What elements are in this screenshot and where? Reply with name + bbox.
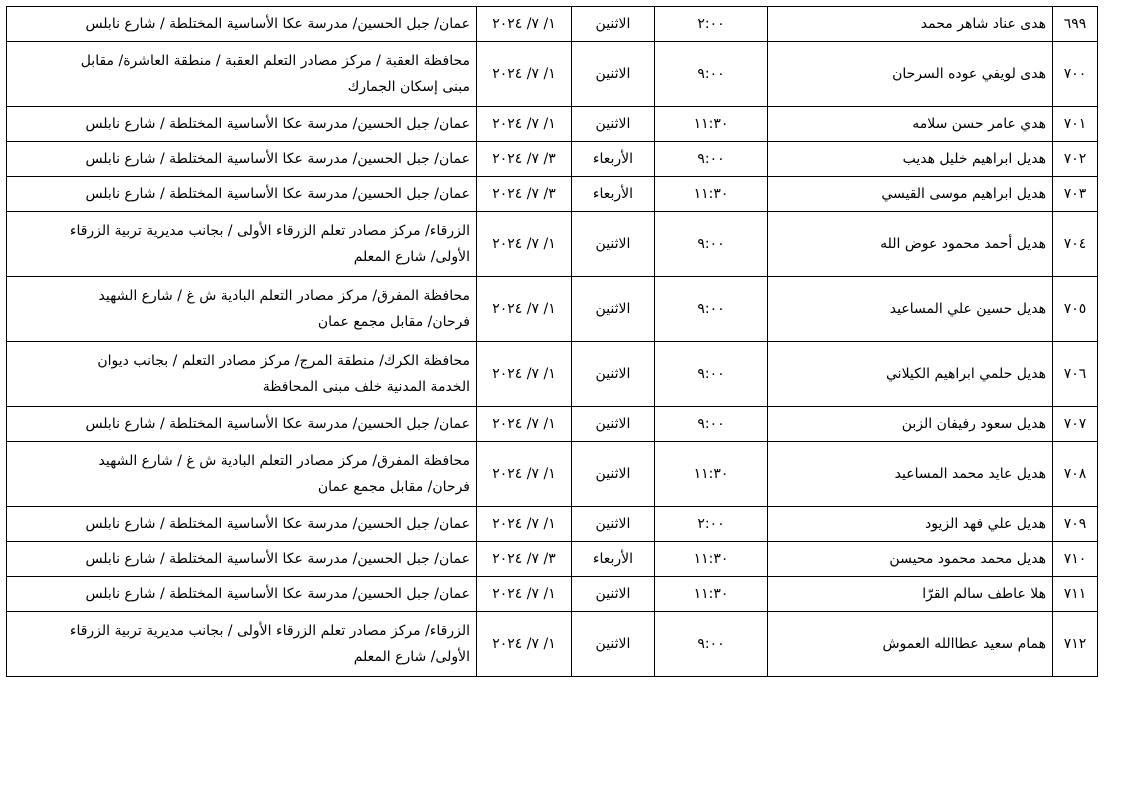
time-cell: ٩:٠٠ — [655, 212, 768, 277]
table-row — [7, 142, 1098, 177]
table-row — [7, 212, 1098, 277]
time-cell: ١١:٣٠ — [655, 577, 768, 612]
date-cell: ١/ ٧/ ٢٠٢٤ — [477, 442, 572, 507]
date-cell: ١/ ٧/ ٢٠٢٤ — [477, 577, 572, 612]
time-cell: ٩:٠٠ — [655, 612, 768, 677]
location-line: عمان/ جبل الحسين/ مدرسة عكا الأساسية المختلطة / شارع نابلس — [85, 116, 470, 132]
date-cell: ٣/ ٧/ ٢٠٢٤ — [477, 177, 572, 212]
date-cell: ١/ ٧/ ٢٠٢٤ — [477, 7, 572, 42]
location-cell — [7, 107, 477, 142]
row-number-cell: ٧١٠ — [1053, 542, 1098, 577]
schedule-sheet — [6, 6, 1097, 677]
date-cell: ١/ ٧/ ٢٠٢٤ — [477, 407, 572, 442]
location-line: محافظة المفرق/ مركز مصادر التعلم البادية ش غ / شارع الشهيد — [98, 453, 470, 469]
candidate-name-cell: هدى عناد شاهر محمد — [768, 7, 1053, 42]
location-line: محافظة الكرك/ منطقة المرج/ مركز مصادر التعلم / بجانب ديوان — [97, 353, 470, 369]
row-number-cell: ٧٠٣ — [1053, 177, 1098, 212]
candidate-name-cell: هديل محمد محمود محيسن — [768, 542, 1053, 577]
day-cell: الأربعاء — [572, 542, 655, 577]
location-cell — [7, 342, 477, 407]
location-line: مبنى إسكان الجمارك — [347, 79, 470, 95]
candidate-name-cell: هديل ابراهيم خليل هديب — [768, 142, 1053, 177]
day-cell: الاثنين — [572, 577, 655, 612]
time-cell: ١١:٣٠ — [655, 442, 768, 507]
location-cell — [7, 42, 477, 107]
table-row — [7, 442, 1098, 507]
table-row — [7, 577, 1098, 612]
candidate-name-cell: هلا عاطف سالم القرّا — [768, 577, 1053, 612]
day-cell: الاثنين — [572, 107, 655, 142]
location-cell — [7, 212, 477, 277]
location-line: عمان/ جبل الحسين/ مدرسة عكا الأساسية المختلطة / شارع نابلس — [85, 186, 470, 202]
candidate-name-cell: همام سعيد عطاالله العموش — [768, 612, 1053, 677]
location-cell — [7, 142, 477, 177]
exam-schedule-table — [6, 6, 1098, 677]
row-number-cell: ٧٠٩ — [1053, 507, 1098, 542]
candidate-name-cell: هدى لويفي عوده السرحان — [768, 42, 1053, 107]
row-number-cell: ٧٠٥ — [1053, 277, 1098, 342]
table-row — [7, 542, 1098, 577]
day-cell: الاثنين — [572, 42, 655, 107]
location-line: الزرقاء/ مركز مصادر تعلم الزرقاء الأولى / بجانب مديرية تربية الزرقاء — [69, 223, 470, 239]
location-cell — [7, 407, 477, 442]
day-cell: الأربعاء — [572, 142, 655, 177]
location-cell — [7, 442, 477, 507]
date-cell: ١/ ٧/ ٢٠٢٤ — [477, 107, 572, 142]
location-cell — [7, 277, 477, 342]
day-cell: الاثنين — [572, 277, 655, 342]
candidate-name-cell: هديل عايد محمد المساعيد — [768, 442, 1053, 507]
time-cell: ١١:٣٠ — [655, 542, 768, 577]
table-row — [7, 107, 1098, 142]
day-cell: الأربعاء — [572, 177, 655, 212]
row-number-cell: ٧٠٢ — [1053, 142, 1098, 177]
candidate-name-cell: هديل حسين علي المساعيد — [768, 277, 1053, 342]
location-cell — [7, 577, 477, 612]
location-line: عمان/ جبل الحسين/ مدرسة عكا الأساسية المختلطة / شارع نابلس — [85, 516, 470, 532]
location-cell — [7, 507, 477, 542]
date-cell: ١/ ٧/ ٢٠٢٤ — [477, 342, 572, 407]
candidate-name-cell: هديل سعود رفيفان الزبن — [768, 407, 1053, 442]
location-line: عمان/ جبل الحسين/ مدرسة عكا الأساسية المختلطة / شارع نابلس — [85, 16, 470, 32]
candidate-name-cell: هديل ابراهيم موسى القيسي — [768, 177, 1053, 212]
time-cell: ٩:٠٠ — [655, 407, 768, 442]
location-line: فرحان/ مقابل مجمع عمان — [317, 314, 470, 330]
location-line: الأولى/ شارع المعلم — [353, 249, 470, 265]
date-cell: ٣/ ٧/ ٢٠٢٤ — [477, 542, 572, 577]
date-cell: ١/ ٧/ ٢٠٢٤ — [477, 612, 572, 677]
location-line: عمان/ جبل الحسين/ مدرسة عكا الأساسية المختلطة / شارع نابلس — [85, 416, 470, 432]
day-cell: الاثنين — [572, 7, 655, 42]
location-line: عمان/ جبل الحسين/ مدرسة عكا الأساسية المختلطة / شارع نابلس — [85, 586, 470, 602]
location-line: محافظة المفرق/ مركز مصادر التعلم البادية ش غ / شارع الشهيد — [98, 288, 470, 304]
row-number-cell: ٧١١ — [1053, 577, 1098, 612]
location-cell — [7, 7, 477, 42]
location-line: الزرقاء/ مركز مصادر تعلم الزرقاء الأولى / بجانب مديرية تربية الزرقاء — [69, 623, 470, 639]
day-cell: الاثنين — [572, 507, 655, 542]
schedule-body — [7, 7, 1098, 677]
time-cell: ١١:٣٠ — [655, 107, 768, 142]
time-cell: ١١:٣٠ — [655, 177, 768, 212]
table-row — [7, 7, 1098, 42]
location-cell — [7, 612, 477, 677]
row-number-cell: ٧٠٠ — [1053, 42, 1098, 107]
day-cell: الاثنين — [572, 407, 655, 442]
table-row — [7, 177, 1098, 212]
location-cell — [7, 177, 477, 212]
date-cell: ١/ ٧/ ٢٠٢٤ — [477, 277, 572, 342]
date-cell: ١/ ٧/ ٢٠٢٤ — [477, 42, 572, 107]
time-cell: ٩:٠٠ — [655, 142, 768, 177]
table-row — [7, 277, 1098, 342]
row-number-cell: ٧١٢ — [1053, 612, 1098, 677]
day-cell: الاثنين — [572, 442, 655, 507]
candidate-name-cell: هديل حلمي ابراهيم الكيلاني — [768, 342, 1053, 407]
time-cell: ٢:٠٠ — [655, 7, 768, 42]
day-cell: الاثنين — [572, 212, 655, 277]
row-number-cell: ٧٠٨ — [1053, 442, 1098, 507]
location-line: عمان/ جبل الحسين/ مدرسة عكا الأساسية المختلطة / شارع نابلس — [85, 151, 470, 167]
row-number-cell: ٧٠١ — [1053, 107, 1098, 142]
table-row — [7, 342, 1098, 407]
table-row — [7, 612, 1098, 677]
location-line: عمان/ جبل الحسين/ مدرسة عكا الأساسية المختلطة / شارع نابلس — [85, 551, 470, 567]
row-number-cell: ٦٩٩ — [1053, 7, 1098, 42]
time-cell: ٩:٠٠ — [655, 42, 768, 107]
candidate-name-cell: هديل أحمد محمود عوض الله — [768, 212, 1053, 277]
date-cell: ١/ ٧/ ٢٠٢٤ — [477, 507, 572, 542]
time-cell: ٢:٠٠ — [655, 507, 768, 542]
time-cell: ٩:٠٠ — [655, 277, 768, 342]
date-cell: ٣/ ٧/ ٢٠٢٤ — [477, 142, 572, 177]
table-row — [7, 507, 1098, 542]
row-number-cell: ٧٠٧ — [1053, 407, 1098, 442]
time-cell: ٩:٠٠ — [655, 342, 768, 407]
location-line: محافظة العقبة / مركز مصادر التعلم العقبة / منطقة العاشرة/ مقابل — [80, 53, 470, 69]
day-cell: الاثنين — [572, 342, 655, 407]
candidate-name-cell: هدي عامر حسن سلامه — [768, 107, 1053, 142]
date-cell: ١/ ٧/ ٢٠٢٤ — [477, 212, 572, 277]
location-line: الخدمة المدنية خلف مبنى المحافظة — [262, 379, 470, 395]
location-line: الأولى/ شارع المعلم — [353, 649, 470, 665]
day-cell: الاثنين — [572, 612, 655, 677]
row-number-cell: ٧٠٤ — [1053, 212, 1098, 277]
table-row — [7, 42, 1098, 107]
candidate-name-cell: هديل علي فهد الزيود — [768, 507, 1053, 542]
location-cell — [7, 542, 477, 577]
row-number-cell: ٧٠٦ — [1053, 342, 1098, 407]
table-row — [7, 407, 1098, 442]
location-line: فرحان/ مقابل مجمع عمان — [317, 479, 470, 495]
